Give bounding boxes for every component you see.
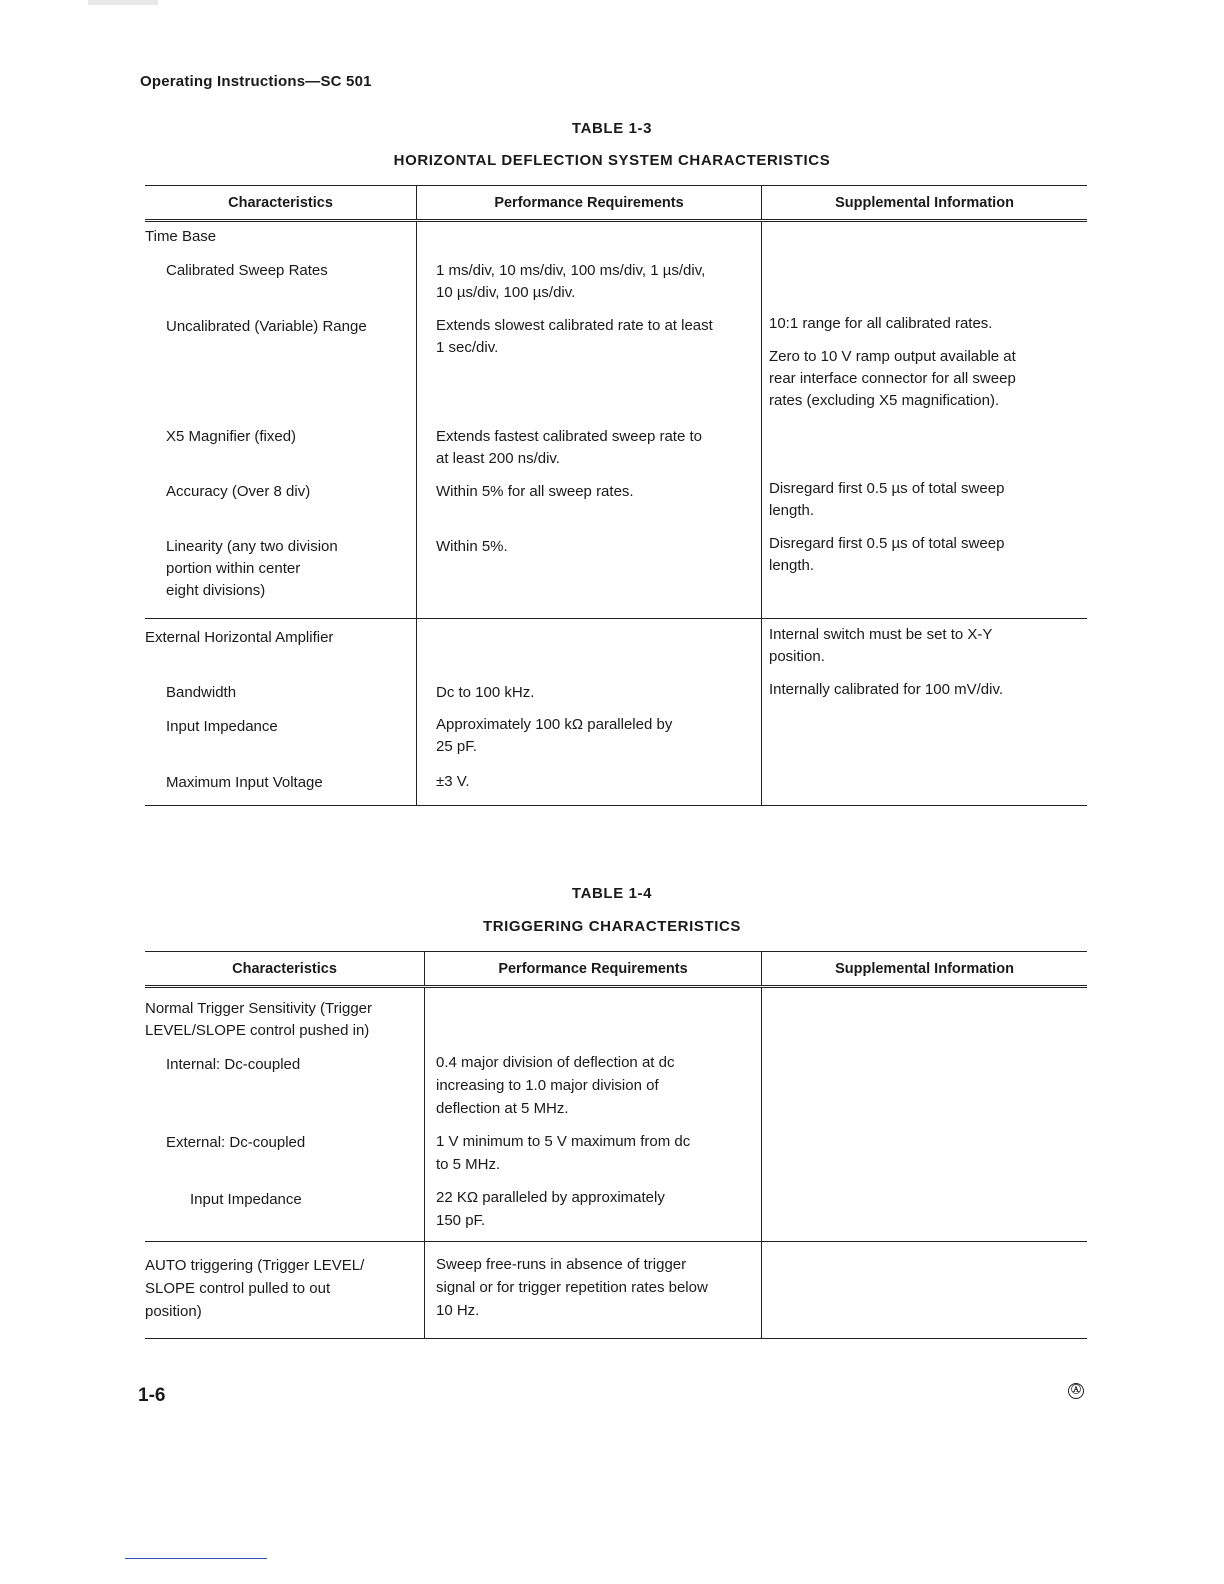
supp-text: Zero to 10 V ramp output available at <box>769 348 1016 365</box>
perf-text: 22 KΩ paralleled by approximately <box>436 1189 665 1206</box>
perf-text: 150 pF. <box>436 1212 486 1229</box>
supp-text: Internally calibrated for 100 mV/div. <box>769 681 1004 698</box>
table-group-time-base <box>145 222 1087 618</box>
table-header-row <box>145 952 1087 988</box>
row-label: Accuracy (Over 8 div) <box>166 483 311 500</box>
row-label: Input Impedance <box>166 718 278 735</box>
performance-cell <box>424 988 761 1241</box>
perf-text: 1 V minimum to 5 V maximum from dc <box>436 1133 691 1150</box>
header-characteristics: Characteristics <box>228 194 333 211</box>
characteristics-cell <box>145 222 416 618</box>
table-1-4-title: TRIGGERING CHARACTERISTICS <box>482 918 742 935</box>
supplemental-cell <box>761 988 1087 1241</box>
supp-text: length. <box>769 502 815 519</box>
running-header: Operating Instructions—SC 501 <box>140 73 372 90</box>
footer-rule <box>125 1558 267 1559</box>
row-label: Uncalibrated (Variable) Range <box>166 318 367 335</box>
perf-text: 10 µs/div, 100 µs/div. <box>436 284 576 301</box>
table-group-external-amplifier <box>145 618 1087 805</box>
supp-text: rear interface connector for all sweep <box>769 370 1016 387</box>
perf-text: Extends slowest calibrated rate to at least <box>436 317 713 334</box>
perf-text: ±3 V. <box>436 773 470 790</box>
row-label: External: Dc-coupled <box>166 1134 306 1151</box>
perf-text: Dc to 100 kHz. <box>436 684 535 701</box>
characteristics-cell <box>145 1242 424 1338</box>
perf-text: 10 Hz. <box>436 1302 480 1319</box>
supplemental-cell <box>761 619 1087 805</box>
row-label: Internal: Dc-coupled <box>166 1056 301 1073</box>
performance-cell <box>416 222 761 618</box>
supp-text: position. <box>769 648 825 665</box>
row-label: Input Impedance <box>190 1191 302 1208</box>
table-group-normal-trigger <box>145 988 1087 1241</box>
header-performance: Performance Requirements <box>424 952 761 985</box>
scan-artifact <box>88 0 158 5</box>
row-label: Bandwidth <box>166 684 237 701</box>
supplemental-cell <box>761 1242 1087 1338</box>
table-1-3-label: TABLE 1-3 <box>571 120 653 137</box>
row-label: AUTO triggering (Trigger LEVEL/ <box>145 1257 365 1274</box>
perf-text: Approximately 100 kΩ paralleled by <box>436 716 673 733</box>
page-number: 1-6 <box>138 1385 166 1406</box>
table-group-auto-trigger <box>145 1241 1087 1338</box>
perf-text: Within 5%. <box>436 538 508 555</box>
supplemental-cell <box>761 222 1087 618</box>
perf-text: 25 pF. <box>436 738 477 755</box>
header-supplemental: Supplemental Information <box>761 952 1087 985</box>
supp-text: Disregard first 0.5 µs of total sweep <box>769 480 1005 497</box>
perf-text: Sweep free-runs in absence of trigger <box>436 1256 687 1273</box>
perf-text: 1 ms/div, 10 ms/div, 100 ms/div, 1 µs/div, <box>436 262 706 279</box>
perf-text: signal or for trigger repetition rates below <box>436 1279 708 1296</box>
characteristics-cell <box>145 619 416 805</box>
row-label: Time Base <box>145 228 217 245</box>
perf-text: increasing to 1.0 major division of <box>436 1077 659 1094</box>
row-label: External Horizontal Amplifier <box>145 629 334 646</box>
row-label: position) <box>145 1303 202 1320</box>
table-triggering <box>145 951 1087 1339</box>
table-1-3-title: HORIZONTAL DEFLECTION SYSTEM CHARACTERISTICS <box>393 152 831 169</box>
supp-text: 10:1 range for all calibrated rates. <box>769 315 993 332</box>
characteristics-cell <box>145 988 424 1241</box>
perf-text: 0.4 major division of deflection at dc <box>436 1054 675 1071</box>
supp-text: Internal switch must be set to X-Y <box>769 626 993 643</box>
performance-cell <box>424 1242 761 1338</box>
perf-text: to 5 MHz. <box>436 1156 501 1173</box>
row-label: Normal Trigger Sensitivity (Trigger <box>145 1000 372 1017</box>
perf-text: at least 200 ns/div. <box>436 450 560 467</box>
row-label: X5 Magnifier (fixed) <box>166 428 297 445</box>
perf-text: Extends fastest calibrated sweep rate to <box>436 428 702 445</box>
header-performance: Performance Requirements <box>416 186 761 219</box>
row-label: Calibrated Sweep Rates <box>166 262 328 279</box>
header-characteristics: Characteristics <box>232 960 337 977</box>
row-label: Linearity (any two division <box>166 538 338 555</box>
table-1-4-label: TABLE 1-4 <box>571 885 653 902</box>
row-label: eight divisions) <box>166 582 266 599</box>
supp-text: length. <box>769 557 815 574</box>
supp-text: Disregard first 0.5 µs of total sweep <box>769 535 1005 552</box>
header-supplemental: Supplemental Information <box>761 186 1087 219</box>
publisher-mark-icon: Ⓐ <box>1068 1383 1084 1399</box>
perf-text: 1 sec/div. <box>436 339 499 356</box>
performance-cell <box>416 619 761 805</box>
table-header-row <box>145 186 1087 222</box>
row-label: portion within center <box>166 560 301 577</box>
table-horizontal-deflection <box>145 185 1087 806</box>
row-label: LEVEL/SLOPE control pushed in) <box>145 1022 370 1039</box>
supp-text: rates (excluding X5 magnification). <box>769 392 1000 409</box>
row-label: Maximum Input Voltage <box>166 774 323 791</box>
row-label: SLOPE control pulled to out <box>145 1280 331 1297</box>
perf-text: deflection at 5 MHz. <box>436 1100 569 1117</box>
perf-text: Within 5% for all sweep rates. <box>436 483 634 500</box>
